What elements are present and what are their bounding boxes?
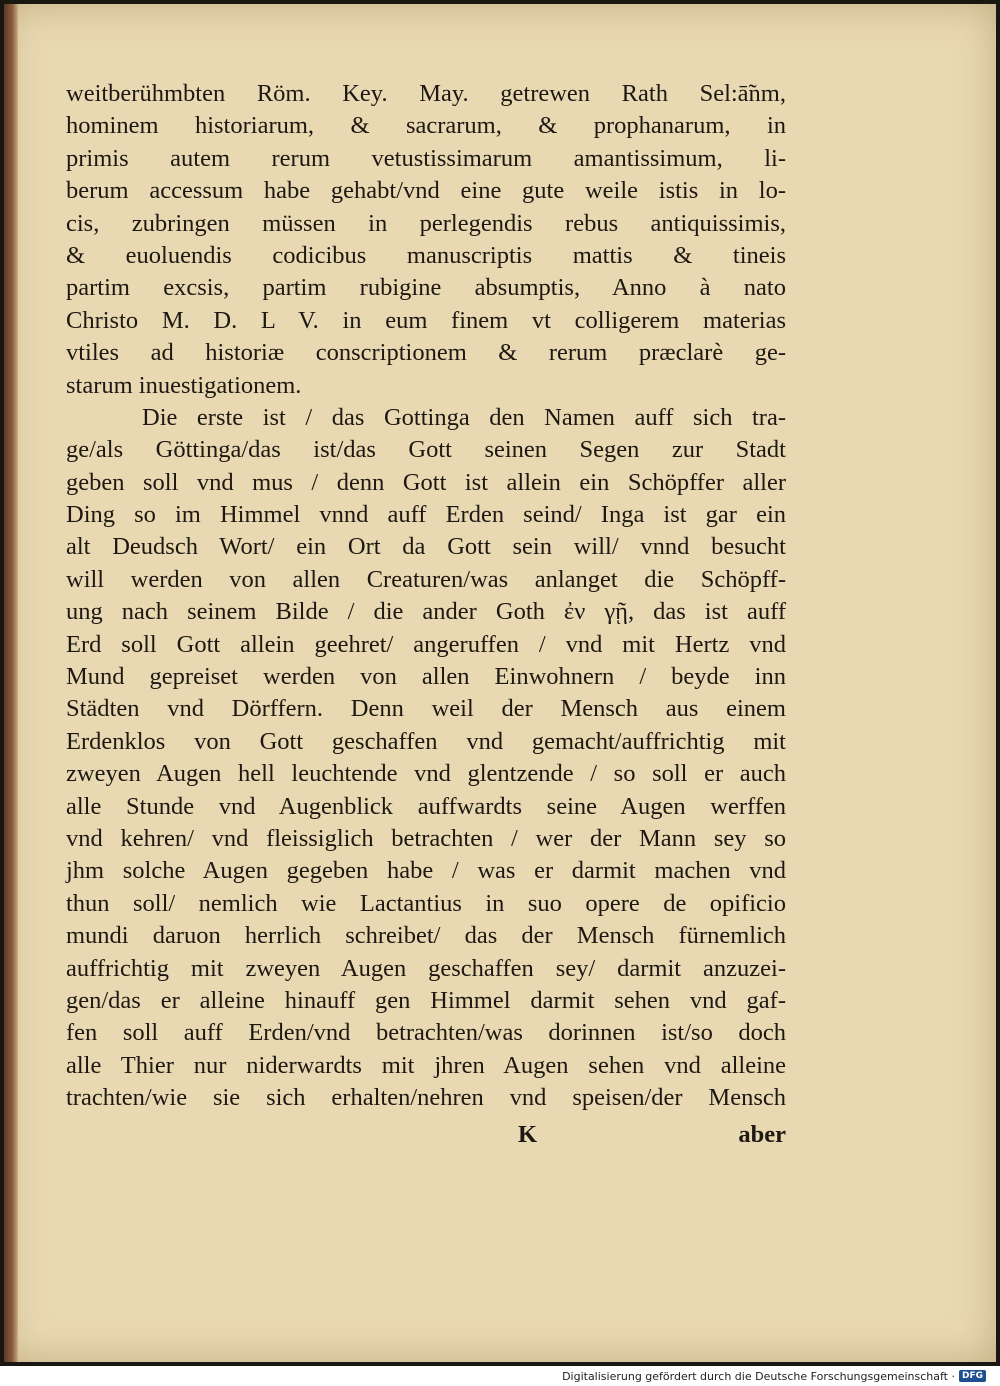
text-line: auffrichtig mit zweyen Augen geschaffen sey/ darmit anzuzei- [66,954,786,982]
page-footer-line [66,1119,786,1151]
text-line: Erdenklos von Gott geschaffen vnd gemacht/auffrichtig mit [66,727,786,755]
text-line: jhm solche Augen gegeben habe / was er darmit machen vnd [66,857,786,885]
text-line: Christo M. D. L V. in eum finem vt colligerem materias [66,306,786,334]
text-line: vtiles ad historiæ conscriptionem & rerum præclarè ge- [66,339,786,367]
signature-mark: K [518,1120,538,1148]
text-line: fen soll auff Erden/vnd betrachten/was dorinnen ist/so doch [66,1019,786,1047]
text-line: Die erste ist / das Gottinga den Namen auff sich tra- [142,403,786,431]
text-line: cis, zubringen müssen in perlegendis rebus antiquissimis, [66,209,786,237]
text-line: gen/das er alleine hinauff gen Himmel darmit sehen vnd gaf- [66,986,786,1014]
text-line: zweyen Augen hell leuchtende vnd glentzende / so soll er auch [66,760,786,788]
text-line: geben soll vnd mus / denn Gott ist allein ein Schöpffer aller [66,468,786,496]
text-line: mundi daruon herrlich schreibet/ das der Mensch fürnemlich [66,922,786,950]
text-line: ung nach seinem Bilde / die ander Goth ἐν γῇ, das ist auff [66,598,786,626]
text-line: Erd soll Gott allein geehret/ angeruffen / vnd mit Hertz vnd [66,630,786,658]
text-line: trachten/wie sie sich erhalten/nehren vnd speisen/der Mensch [66,1084,786,1112]
digitization-credit [562,1366,986,1386]
page-binding-edge [4,4,18,1362]
catchword: aber [738,1120,786,1148]
credit-text: Digitalisierung gefördert durch die Deutsche Forschungsgemeinschaft · [562,1369,955,1383]
text-line: Ding so im Himmel vnnd auff Erden seind/ Inga ist gar ein [66,501,786,529]
text-line: & euoluendis codicibus manuscriptis mattis & tineis [66,241,786,269]
text-line: will werden von allen Creaturen/was anlanget die Schöpff- [66,565,786,593]
text-line: hominem historiarum, & sacrarum, & prophanarum, in [66,112,786,140]
text-line: Mund gepreiset werden von allen Einwohnern / beyde inn [66,663,786,691]
text-line: primis autem rerum vetustissimarum amantissimum, li- [66,144,786,172]
text-line: Städten vnd Dörffern. Denn weil der Mensch aus einem [66,695,786,723]
text-line: vnd kehren/ vnd fleissiglich betrachten / wer der Mann sey so [66,824,786,852]
text-line: berum accessum habe gehabt/vnd eine gute weile istis in lo- [66,177,786,205]
text-line: thun soll/ nemlich wie Lactantius in suo opere de opificio [66,889,786,917]
dfg-logo: DFG [959,1370,986,1382]
text-line: alt Deudsch Wort/ ein Ort da Gott sein will/ vnnd besucht [66,533,786,561]
text-line: partim excsis, partim rubigine absumptis, Anno à nato [66,274,786,302]
text-line: starum inuestigationem. [66,371,302,399]
text-line: alle Thier nur niderwardts mit jhren Augen sehen vnd alleine [66,1051,786,1079]
page-text [66,78,786,1151]
text-line: alle Stunde vnd Augenblick auffwardts seine Augen werffen [66,792,786,820]
text-line: ge/als Göttinga/das ist/das Gott seinen Segen zur Stadt [66,436,786,464]
text-line: weitberühmbten Röm. Key. May. getrewen Rath Sel:ā̃nm, [66,80,786,107]
